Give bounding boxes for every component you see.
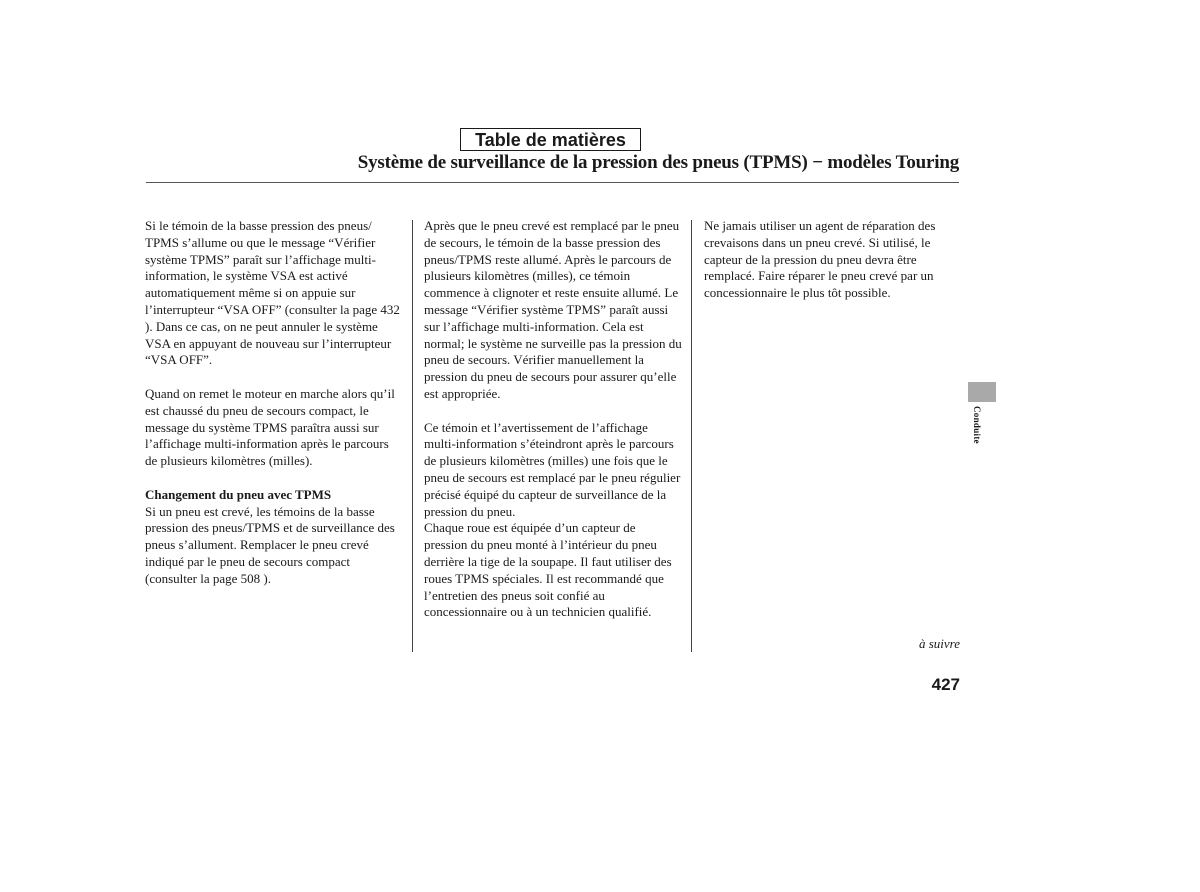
paragraph-spare-indicator: Après que le pneu crevé est remplacé par le pneu de secours, le témoin de la basse pression des pneus/TPMS reste allumé. Après le parcours de plusieurs kilomètres (milles), ce témoin commence à clignoter et reste ensuite allumé. Le message “Vérifier système TPMS” paraît aussi sur l’affichage multi-information. Cela est normal; le système ne surveille pas la pression du pneu de secours. Vérifier manuellement la pression du pneu de secours pour assurer qu’elle est appropriée. xyxy=(424,218,682,401)
title-rule xyxy=(146,182,959,183)
paragraph-repair-agent-warning: Ne jamais utiliser un agent de réparation des crevaisons dans un pneu crevé. Si utilisé, le capteur de la pression du pneu devra être remplacé. Faire réparer le pneu crevé par un concessionnaire le plus tôt possible. xyxy=(704,218,936,301)
continued-label: à suivre xyxy=(918,636,960,651)
section-tab-label: Conduite xyxy=(972,406,982,444)
text-column-1 xyxy=(145,218,403,604)
page-number: 427 xyxy=(931,675,960,694)
paragraph-wheel-sensor: Chaque roue est équipée d’un capteur de pression du pneu monté à l’intérieur du pneu derrière la tige de la soupape. Il faut utiliser des roues TPMS spéciales. Il est recommandé que l’entretien des pneus soit confié au concessionnaire ou à un technicien qualifié. xyxy=(424,520,672,620)
column-divider-1 xyxy=(412,220,413,652)
text-column-2 xyxy=(424,218,682,638)
section-heading-tire-change: Changement du pneu avec TPMS xyxy=(145,486,332,502)
paragraph-restart-compact-spare: Quand on remet le moteur en marche alors qu’il est chaussé du pneu de secours compact, le message du système TPMS paraîtra aussi sur l’affichage multi-information après le parcours de plusieurs kilomètres (milles). xyxy=(145,385,395,469)
text-column-3 xyxy=(704,218,962,319)
paragraph-vsa-activation: Si le témoin de la basse pression des pneus/ TPMS s’allume ou que le message “Vérifier système TPMS” paraît sur l’affichage multi- information, le système VSA est activé automatiquement même si on appuie sur l’interrupteur “VSA OFF” (consulter la page 432 ). Dans ce cas, on ne peut annuler le système VSA en appuyant de nouveau sur l’interrupteur “VSA OFF”. xyxy=(145,218,400,368)
paragraph-flat-tire: Si un pneu est crevé, les témoins de la basse pression des pneus/TPMS et de surveillance des pneus s’allument. Remplacer le pneu crevé indiqué par le pneu de secours compact (consulter la page 508 ). xyxy=(145,503,395,586)
page-title: Système de surveillance de la pression des pneus (TPMS) − modèles Touring xyxy=(357,152,959,173)
table-of-contents-button[interactable]: Table de matières xyxy=(460,128,641,151)
column-divider-2 xyxy=(691,220,692,652)
paragraph-indicator-off: Ce témoin et l’avertissement de l’affichage multi-information s’éteindront après le parcours de plusieurs kilomètres (milles) une fois que le pneu de secours est remplacé par le pneu régulier précisé équipé du capteur de surveillance de la pression du pneu. xyxy=(424,419,681,519)
section-tab-marker xyxy=(968,382,996,402)
